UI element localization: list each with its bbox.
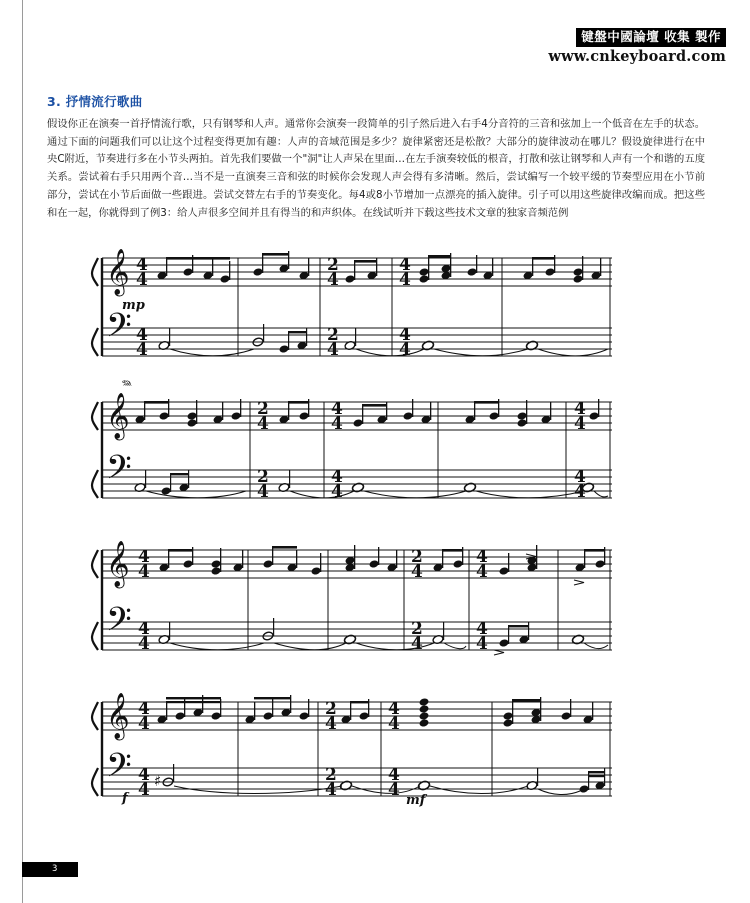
svg-text:4: 4 bbox=[411, 562, 423, 582]
svg-text:4: 4 bbox=[138, 765, 150, 785]
svg-text:4: 4 bbox=[138, 699, 150, 719]
svg-text:4: 4 bbox=[399, 340, 411, 360]
svg-text:4: 4 bbox=[138, 780, 150, 800]
svg-text:4: 4 bbox=[138, 547, 150, 567]
footer-bar bbox=[22, 862, 78, 877]
svg-text:4: 4 bbox=[327, 340, 339, 360]
svg-text:4: 4 bbox=[399, 270, 411, 290]
svg-text:4: 4 bbox=[399, 325, 411, 345]
svg-text:4: 4 bbox=[331, 467, 343, 487]
svg-text:4: 4 bbox=[331, 482, 343, 502]
svg-text:4: 4 bbox=[138, 714, 150, 734]
svg-text:4: 4 bbox=[331, 414, 343, 434]
pedal-mark: 𝆮 bbox=[122, 376, 132, 394]
svg-text:4: 4 bbox=[138, 619, 150, 639]
site-logo bbox=[548, 28, 726, 65]
page-number: 3 bbox=[52, 864, 58, 874]
svg-text:4: 4 bbox=[476, 547, 488, 567]
svg-text:4: 4 bbox=[476, 634, 488, 654]
svg-text:2: 2 bbox=[257, 467, 269, 487]
svg-text:4: 4 bbox=[574, 414, 586, 434]
svg-text:4: 4 bbox=[325, 714, 337, 734]
music-system-1 bbox=[88, 248, 620, 394]
section-heading: 3. 抒情流行歌曲 bbox=[47, 94, 143, 109]
svg-text:2: 2 bbox=[257, 399, 269, 419]
svg-text:4: 4 bbox=[327, 270, 339, 290]
svg-text:2: 2 bbox=[327, 325, 339, 345]
svg-text:𝄢: 𝄢 bbox=[106, 601, 132, 647]
svg-text:4: 4 bbox=[136, 270, 148, 290]
svg-text:4: 4 bbox=[331, 399, 343, 419]
svg-text:4: 4 bbox=[476, 562, 488, 582]
logo-url-text: www.cnkeyboard.com bbox=[548, 48, 726, 65]
svg-text:4: 4 bbox=[574, 399, 586, 419]
svg-text:4: 4 bbox=[574, 467, 586, 487]
svg-text:𝄞: 𝄞 bbox=[106, 249, 130, 295]
svg-text:♯: ♯ bbox=[154, 772, 162, 790]
svg-text:4: 4 bbox=[399, 255, 411, 275]
svg-text:4: 4 bbox=[388, 714, 400, 734]
svg-text:2: 2 bbox=[411, 547, 423, 567]
svg-text:𝄞: 𝄞 bbox=[106, 693, 130, 739]
svg-text:4: 4 bbox=[411, 634, 423, 654]
svg-text:4: 4 bbox=[136, 325, 148, 345]
dynamic-mf: mf bbox=[406, 793, 426, 808]
svg-text:4: 4 bbox=[388, 780, 400, 800]
svg-text:2: 2 bbox=[325, 699, 337, 719]
svg-text:2: 2 bbox=[411, 619, 423, 639]
svg-text:2: 2 bbox=[327, 255, 339, 275]
svg-text:𝄞: 𝄞 bbox=[106, 393, 130, 439]
svg-text:4: 4 bbox=[257, 482, 269, 502]
svg-text:4: 4 bbox=[138, 634, 150, 654]
svg-text:𝄞: 𝄞 bbox=[106, 541, 130, 587]
svg-text:4: 4 bbox=[388, 699, 400, 719]
body-paragraph: 假设你正在演奏一首抒情流行歌，只有钢琴和人声。通常你会演奏一段简单的引子然后进入右手4分音符的三音和弦加上一个低音在左手的状态。通过下面的问题我们可以让这个过程变得更加有趣：人声的音域范围是多少？旋律紧密还是松散？大部分的旋律波动在哪儿？假设旋律进行在中央C附近，节奏进行多在小节头两拍。首先我们要做一个"洞"让人声呆在里面…在左手演奏较低的根音，打散和弦让钢琴和人声有一个和谐的五度关系。尝试着右手只用两个音…当不是一直演奏三音和弦的时候你会发现人声会得有多清晰。然后，尝试编写一个较平缓的节奏型应用在小节前部分，尝试在小节后面做一些跟进。尝试交替左右手的节奏变化。每4或8小节增加一点漂亮的插入旋律。引子可以用这些旋律改编而成。把这些和在一起，你就得到了例3：给人声很多空间并且有得当的和声织体。在线试听并下载这些技术文章的独家音频范例 bbox=[47, 118, 705, 219]
svg-text:𝄢: 𝄢 bbox=[106, 307, 132, 353]
svg-text:2: 2 bbox=[325, 765, 337, 785]
svg-text:4: 4 bbox=[257, 414, 269, 434]
music-system-2 bbox=[88, 392, 620, 517]
svg-text:𝄢: 𝄢 bbox=[106, 449, 132, 495]
svg-text:4: 4 bbox=[476, 619, 488, 639]
music-system-3 bbox=[88, 540, 620, 680]
dynamic-f: f bbox=[122, 791, 128, 806]
svg-text:𝄢: 𝄢 bbox=[106, 747, 132, 793]
svg-text:4: 4 bbox=[136, 340, 148, 360]
music-system-4 bbox=[88, 688, 620, 818]
svg-text:4: 4 bbox=[136, 255, 148, 275]
svg-text:4: 4 bbox=[574, 482, 586, 502]
svg-text:4: 4 bbox=[138, 562, 150, 582]
logo-brand-text: 键盤中國論壇 收集 製作 bbox=[576, 28, 726, 47]
svg-text:4: 4 bbox=[325, 780, 337, 800]
dynamic-mp: mp bbox=[122, 298, 145, 313]
svg-text:4: 4 bbox=[388, 765, 400, 785]
left-margin-rule bbox=[22, 0, 23, 903]
